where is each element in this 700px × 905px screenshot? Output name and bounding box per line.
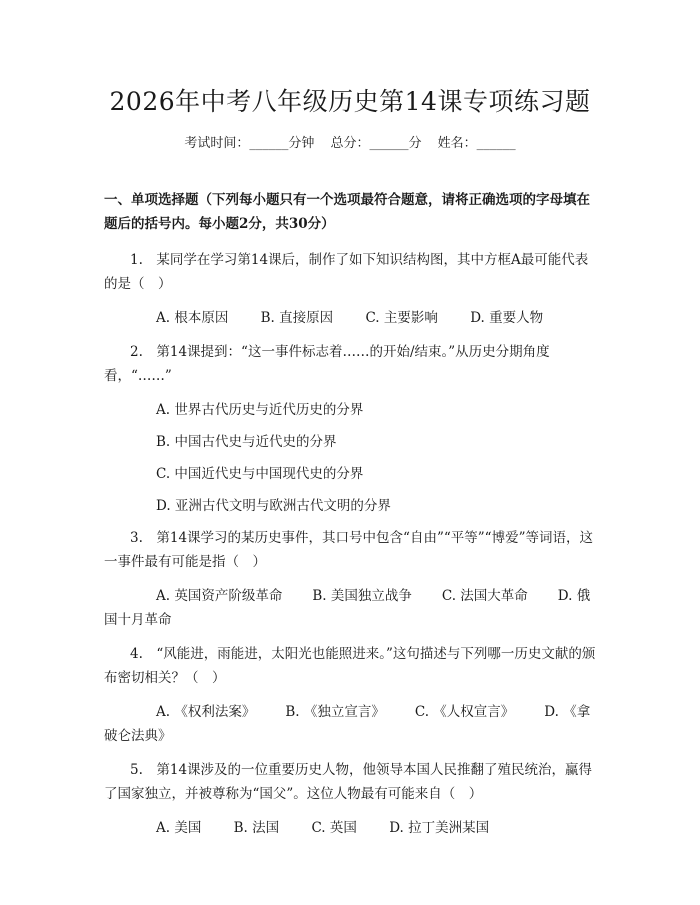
question-5-stem xyxy=(104,758,596,806)
question-1-stem xyxy=(104,248,596,296)
option-a: A. 美国 xyxy=(156,820,202,836)
question-text: 1. 某同学在学习第14课后，制作了如下知识结构图，其中方框A最可能代表的是（ ） xyxy=(104,252,589,292)
option-c: C. 中国近代史与中国现代史的分界 xyxy=(156,466,364,482)
exam-info-line xyxy=(0,132,700,151)
exam-time-field: 考试时间：______分钟 xyxy=(184,136,315,151)
option-b: B. 中国古代史与近代史的分界 xyxy=(156,434,337,450)
option-a: A. 根本原因 xyxy=(156,310,229,326)
question-text: 4. “风能进，雨能进，太阳光也能照进来。”这句描述与下列哪一历史文献的颁布密切相关？（ ） xyxy=(104,646,596,686)
question-4-options xyxy=(104,700,596,748)
option-b: B. 直接原因 xyxy=(260,310,334,326)
option-c: C. 英国 xyxy=(311,820,357,836)
option-c: C. 主要影响 xyxy=(365,310,438,326)
question-1-options xyxy=(104,306,596,330)
option-d: D. 拉丁美洲某国 xyxy=(389,820,490,836)
section-title: 一、单项选择题（下列每小题只有一个选项最符合题意，请将正确选项的字母填在题后的括号内。每小题2分，共30分） xyxy=(104,192,590,232)
option-b: B. 美国独立战争 xyxy=(312,588,412,604)
option-b: B. 法国 xyxy=(233,820,280,836)
question-5-options xyxy=(104,816,596,840)
option-b: B. 《独立宣言》 xyxy=(285,704,385,720)
total-score-field: 总分：______分 xyxy=(330,136,422,151)
option-c: C. 法国大革命 xyxy=(441,588,528,604)
option-d: D. 俄国十月革命 xyxy=(104,588,591,628)
question-2-stem xyxy=(104,340,596,388)
page-title: 2026年中考八年级历史第14课专项练习题 xyxy=(109,87,591,116)
option-a: A. 世界古代历史与近代历史的分界 xyxy=(156,402,364,418)
question-text: 2. 第14课提到：“这一事件标志着……的开始/结束。”从历史分期角度看，“……” xyxy=(104,344,550,384)
question-content xyxy=(104,188,596,850)
question-4-stem xyxy=(104,642,596,690)
option-a: A. 《权利法案》 xyxy=(156,704,256,720)
question-text: 5. 第14课涉及的一位重要历史人物，他领导本国人民推翻了殖民统治，赢得了国家独立，并被尊称为“国父”。这位人物最有可能来自（ ） xyxy=(104,762,593,802)
option-a: A. 英国资产阶级革命 xyxy=(156,588,283,604)
option-d: D. 《拿破仑法典》 xyxy=(104,704,591,744)
student-name-field: 姓名：______ xyxy=(437,136,516,151)
option-c: C. 《人权宣言》 xyxy=(414,704,515,720)
question-3-options xyxy=(104,584,596,632)
question-3-stem xyxy=(104,526,596,574)
question-text: 3. 第14课学习的某历史事件，其口号中包含“自由”“平等”“博爱”等词语，这一事件最有可能是指（ ） xyxy=(104,530,593,570)
option-d: D. 亚洲古代文明与欧洲古代文明的分界 xyxy=(156,498,391,514)
option-d: D. 重要人物 xyxy=(470,310,544,326)
